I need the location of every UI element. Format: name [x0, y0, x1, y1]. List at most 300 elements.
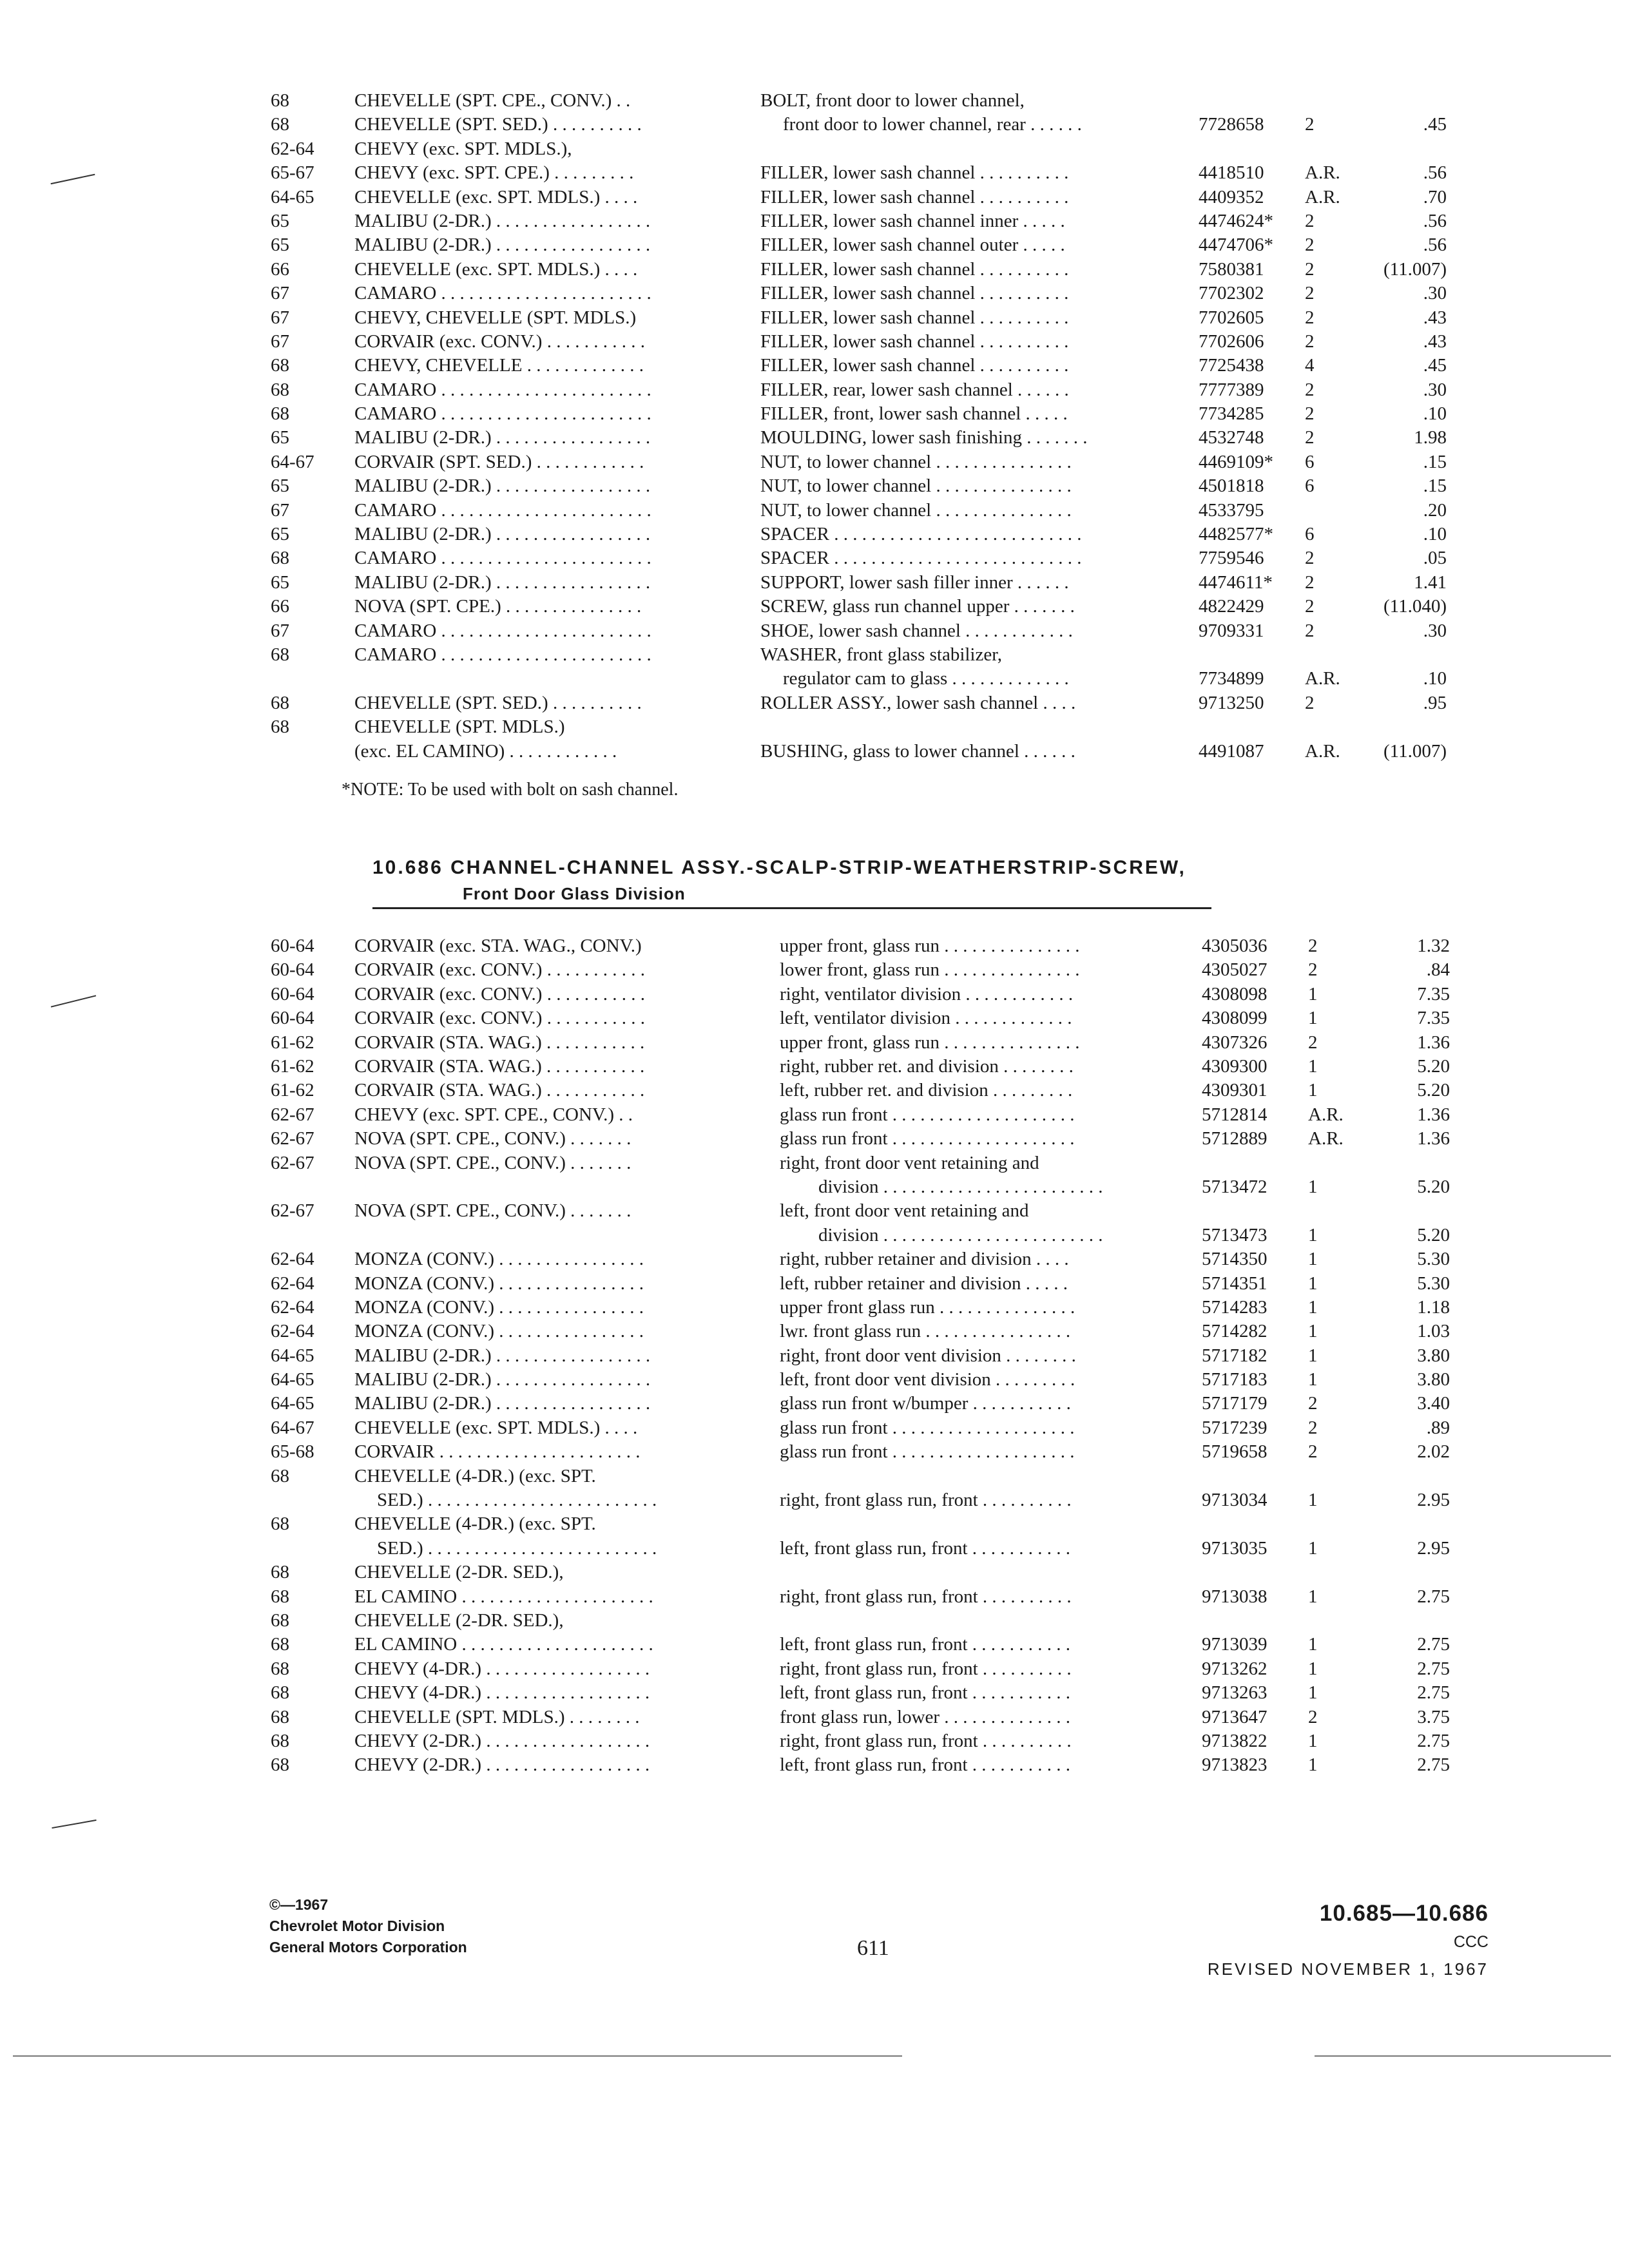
copyright: ©—1967: [269, 1896, 329, 1913]
vehicle-model: CHEVY (2-DR.) . . . . . . . . . . . . . . . . . .: [354, 1730, 650, 1751]
model-year: 67: [271, 307, 289, 328]
quantity: 6: [1305, 451, 1315, 472]
part-number: 5717182: [1202, 1345, 1268, 1366]
part-description: glass run front . . . . . . . . . . . . . . . . . . . .: [780, 1104, 1075, 1125]
model-year: 68: [271, 1658, 289, 1679]
price: 2.75: [1417, 1586, 1450, 1607]
model-year: 67: [271, 283, 289, 304]
quantity: 2: [1308, 1441, 1318, 1463]
price: 2.02: [1417, 1441, 1450, 1463]
price: .56: [1423, 162, 1447, 184]
part-number: 5714351: [1202, 1273, 1268, 1294]
quantity: 2: [1305, 331, 1315, 352]
vehicle-model: CHEVY (exc. SPT. MDLS.),: [354, 138, 572, 159]
section-info: [1179, 1901, 1489, 1979]
table-row: [271, 1199, 1456, 1247]
model-year: 68: [271, 1706, 289, 1727]
part-number: 4305036: [1202, 936, 1268, 956]
vehicle-model: CAMARO . . . . . . . . . . . . . . . . . . . . . . .: [354, 403, 651, 425]
part-description: NUT, to lower channel . . . . . . . . . . . . . . .: [760, 476, 1072, 497]
price: 3.80: [1417, 1369, 1450, 1390]
part-description: FILLER, lower sash channel . . . . . . . . . .: [760, 355, 1069, 376]
margin-mark: [51, 174, 95, 185]
part-description: left, rubber ret. and division . . . . . . . . .: [780, 1080, 1073, 1101]
quantity: 2: [1305, 114, 1315, 135]
vehicle-model: CHEVY, CHEVELLE . . . . . . . . . . . . .: [354, 355, 644, 376]
price: 2.75: [1417, 1658, 1450, 1679]
vehicle-model: CAMARO . . . . . . . . . . . . . . . . . . . . . . .: [354, 620, 651, 641]
part-number: 4309301: [1202, 1080, 1268, 1101]
model-year: 68: [271, 644, 289, 665]
quantity: 4: [1305, 355, 1315, 376]
part-number: 4501818: [1199, 476, 1264, 497]
footnote: *NOTE: To be used with bolt on sash channel.: [342, 780, 679, 800]
part-number: 5713473: [1202, 1224, 1268, 1245]
table-row: [271, 619, 1456, 643]
quantity: 2: [1305, 548, 1315, 569]
part-number: 4469109*: [1199, 451, 1273, 472]
model-year: 67: [271, 620, 289, 641]
part-number: 4409352: [1199, 186, 1264, 207]
model-year: 62-67: [271, 1104, 314, 1125]
model-year: 68: [271, 692, 289, 713]
price: 2.95: [1417, 1537, 1450, 1559]
price: .30: [1423, 379, 1447, 400]
price: (11.007): [1383, 740, 1447, 762]
part-description: front glass run, lower . . . . . . . . . . . . . .: [780, 1706, 1071, 1727]
vehicle-model: MALIBU (2-DR.) . . . . . . . . . . . . . . . . .: [354, 572, 651, 593]
vehicle-model: CORVAIR (exc. STA. WAG., CONV.): [354, 936, 642, 956]
table-row: [271, 1368, 1456, 1392]
vehicle-model: CAMARO . . . . . . . . . . . . . . . . . . . . . . .: [354, 548, 651, 569]
model-year: 68: [271, 716, 289, 738]
part-description: ROLLER ASSY., lower sash channel . . . .: [760, 692, 1076, 713]
table-row: [271, 1344, 1456, 1368]
vehicle-model: CORVAIR (exc. CONV.) . . . . . . . . . . .: [354, 1008, 645, 1029]
part-number: 9713262: [1202, 1658, 1268, 1679]
part-description: WASHER, front glass stabilizer,: [760, 644, 1002, 665]
table-row: [271, 1753, 1456, 1777]
quantity: 1: [1308, 1634, 1318, 1655]
model-year: 60-64: [271, 936, 314, 956]
vehicle-model: CHEVELLE (exc. SPT. MDLS.) . . . .: [354, 258, 638, 280]
price: 5.20: [1417, 1224, 1450, 1245]
part-description: SCREW, glass run channel upper . . . . . . .: [760, 596, 1075, 617]
model-year: 60-64: [271, 959, 314, 981]
model-year: 68: [271, 1754, 289, 1776]
quantity: 6: [1305, 524, 1315, 545]
part-description: left, front glass run, front . . . . . . . . . . .: [780, 1634, 1071, 1655]
vehicle-model: CAMARO . . . . . . . . . . . . . . . . . . . . . . .: [354, 644, 651, 665]
part-number: 9713039: [1202, 1634, 1268, 1655]
price: .84: [1426, 959, 1450, 981]
table-row: [271, 595, 1456, 619]
corporation-name: General Motors Corporation: [269, 1939, 467, 1956]
table-row: [271, 233, 1456, 257]
price: .56: [1423, 210, 1447, 231]
table-row: [271, 1272, 1456, 1296]
model-year: 68: [271, 90, 289, 111]
table-row: [271, 1440, 1456, 1464]
quantity: 1: [1308, 1249, 1318, 1270]
model-year: 61-62: [271, 1080, 314, 1101]
table-row: [271, 1079, 1456, 1102]
vehicle-model-cont: (exc. EL CAMINO) . . . . . . . . . . . .: [354, 740, 617, 762]
table-row: [271, 378, 1456, 402]
price: .20: [1423, 499, 1447, 521]
table-row: [271, 1609, 1456, 1633]
table-row: [271, 1296, 1456, 1320]
model-year: 62-67: [271, 1128, 314, 1149]
part-description: right, rubber ret. and division . . . . . . . .: [780, 1055, 1074, 1077]
part-number: 4307326: [1202, 1032, 1268, 1053]
part-description: glass run front . . . . . . . . . . . . . . . . . . . .: [780, 1417, 1075, 1438]
model-year: 68: [271, 1586, 289, 1607]
vehicle-model: MONZA (CONV.) . . . . . . . . . . . . . . . .: [354, 1321, 644, 1342]
price: .15: [1423, 451, 1447, 472]
quantity: A.R.: [1305, 668, 1340, 689]
vehicle-model: MALIBU (2-DR.) . . . . . . . . . . . . . . . . .: [354, 524, 651, 545]
part-number: 9713823: [1202, 1754, 1268, 1776]
table-row: [271, 209, 1456, 233]
part-number: 4533795: [1199, 499, 1264, 521]
quantity: 1: [1308, 1730, 1318, 1751]
model-year: 65: [271, 235, 289, 256]
price: .56: [1423, 235, 1447, 256]
table-row: [271, 1127, 1456, 1151]
price: 5.30: [1417, 1249, 1450, 1270]
price: .43: [1423, 331, 1447, 352]
vehicle-model: EL CAMINO . . . . . . . . . . . . . . . . . . . . .: [354, 1634, 653, 1655]
part-description: FILLER, lower sash channel outer . . . . .: [760, 235, 1065, 256]
vehicle-model: CORVAIR (SPT. SED.) . . . . . . . . . . . .: [354, 451, 644, 472]
vehicle-model: CORVAIR (STA. WAG.) . . . . . . . . . . .: [354, 1032, 645, 1053]
model-year: 60-64: [271, 983, 314, 1004]
table-row: [271, 89, 1456, 113]
table-row: [271, 715, 1456, 764]
price: 1.41: [1414, 572, 1447, 593]
table-row: [271, 523, 1456, 546]
part-description: glass run front . . . . . . . . . . . . . . . . . . . .: [780, 1441, 1075, 1463]
vehicle-model: CHEVELLE (2-DR. SED.),: [354, 1610, 564, 1631]
quantity: 6: [1305, 476, 1315, 497]
part-number: 5714283: [1202, 1296, 1268, 1318]
quantity: 1: [1308, 983, 1318, 1004]
part-description: FILLER, rear, lower sash channel . . . . . .: [760, 379, 1069, 400]
quantity: 1: [1308, 1682, 1318, 1704]
price: .70: [1423, 186, 1447, 207]
table-row: [271, 137, 1456, 161]
quantity: 2: [1308, 1032, 1318, 1053]
price: .10: [1423, 524, 1447, 545]
table-row: [271, 983, 1456, 1006]
price: 3.80: [1417, 1345, 1450, 1366]
table-row: [271, 1031, 1456, 1055]
vehicle-model: CAMARO . . . . . . . . . . . . . . . . . . . . . . .: [354, 499, 651, 521]
table-row: [271, 571, 1456, 595]
part-description: right, front door vent retaining and: [780, 1152, 1039, 1173]
price: .43: [1423, 307, 1447, 328]
part-description: right, front glass run, front . . . . . . . . . .: [780, 1730, 1072, 1751]
table-row: [271, 402, 1456, 426]
model-year: 62-64: [271, 1249, 314, 1270]
parts-list-section-1: [271, 89, 1456, 764]
table-row: [271, 1706, 1456, 1729]
quantity: A.R.: [1305, 186, 1340, 207]
model-year: 65: [271, 427, 289, 448]
vehicle-model: CHEVELLE (2-DR. SED.),: [354, 1562, 564, 1583]
table-row: [271, 161, 1456, 185]
heading-rule: [372, 907, 1211, 909]
part-description: SPACER . . . . . . . . . . . . . . . . . . . . . . . . . . .: [760, 548, 1082, 569]
part-number: 5717179: [1202, 1393, 1268, 1414]
part-number: 5717183: [1202, 1369, 1268, 1390]
model-year: 60-64: [271, 1008, 314, 1029]
quantity: 1: [1308, 1055, 1318, 1077]
table-row: [271, 113, 1456, 137]
price: 1.36: [1417, 1104, 1450, 1125]
part-number: 4532748: [1199, 427, 1264, 448]
quantity: 2: [1305, 572, 1315, 593]
model-year: 64-67: [271, 451, 314, 472]
vehicle-model: CHEVY (exc. SPT. CPE., CONV.) . .: [354, 1104, 633, 1125]
price: (11.040): [1383, 596, 1447, 617]
model-year: 62-64: [271, 1296, 314, 1318]
quantity: 2: [1308, 1393, 1318, 1414]
quantity: 2: [1305, 403, 1315, 425]
part-description: BOLT, front door to lower channel,: [760, 90, 1025, 111]
part-number: 4822429: [1199, 596, 1264, 617]
vehicle-model: MALIBU (2-DR.) . . . . . . . . . . . . . . . . .: [354, 210, 651, 231]
vehicle-model: CHEVELLE (SPT. MDLS.) . . . . . . . .: [354, 1706, 640, 1727]
table-row: [271, 546, 1456, 570]
model-year: 68: [271, 355, 289, 376]
parts-list-section-2: [271, 934, 1456, 1778]
part-description: upper front, glass run . . . . . . . . . . . . . . .: [780, 936, 1080, 956]
part-number: 7734899: [1199, 668, 1264, 689]
model-year: 64-65: [271, 1345, 314, 1366]
price: 5.30: [1417, 1273, 1450, 1294]
vehicle-model: CORVAIR (STA. WAG.) . . . . . . . . . . .: [354, 1080, 645, 1101]
vehicle-model-cont: SED.) . . . . . . . . . . . . . . . . . . . . . . . . .: [377, 1537, 657, 1559]
table-row: [271, 1512, 1456, 1561]
part-description: front door to lower channel, rear . . . . . .: [783, 114, 1082, 135]
quantity: A.R.: [1308, 1128, 1344, 1149]
part-description: right, ventilator division . . . . . . . . . . . .: [780, 983, 1074, 1004]
table-row: [271, 330, 1456, 354]
publisher-block: [269, 1894, 467, 1958]
quantity: 2: [1305, 283, 1315, 304]
part-description: upper front, glass run . . . . . . . . . . . . . . .: [780, 1032, 1080, 1053]
quantity: 1: [1308, 1008, 1318, 1029]
price: 7.35: [1417, 1008, 1450, 1029]
part-description: NUT, to lower channel . . . . . . . . . . . . . . .: [760, 451, 1072, 472]
part-number: 4474624*: [1199, 210, 1273, 231]
quantity: 1: [1308, 1490, 1318, 1511]
part-description: left, front glass run, front . . . . . . . . . . .: [780, 1754, 1071, 1776]
table-row: [271, 643, 1456, 691]
vehicle-model: CHEVELLE (exc. SPT. MDLS.) . . . .: [354, 186, 638, 207]
table-row: [271, 354, 1456, 378]
table-row: [271, 1103, 1456, 1127]
part-number: 7759546: [1199, 548, 1264, 569]
model-year: 61-62: [271, 1055, 314, 1077]
vehicle-model: MALIBU (2-DR.) . . . . . . . . . . . . . . . . .: [354, 427, 651, 448]
quantity: 2: [1305, 258, 1315, 280]
price: 1.36: [1417, 1128, 1450, 1149]
quantity: 2: [1305, 307, 1315, 328]
part-number: 9713034: [1202, 1490, 1268, 1511]
part-number: 7702606: [1199, 331, 1264, 352]
part-description-cont: regulator cam to glass . . . . . . . . . . . . .: [783, 668, 1069, 689]
part-number: 5712814: [1202, 1104, 1268, 1125]
price: 2.75: [1417, 1682, 1450, 1704]
quantity: 2: [1305, 427, 1315, 448]
quantity: 1: [1308, 1586, 1318, 1607]
division-name: Chevrolet Motor Division: [269, 1917, 445, 1934]
part-description: right, front door vent division . . . . . . . .: [780, 1345, 1076, 1366]
price: .05: [1423, 548, 1447, 569]
model-year: 64-65: [271, 186, 314, 207]
quantity: 1: [1308, 1296, 1318, 1318]
part-description: FILLER, lower sash channel . . . . . . . . . .: [760, 162, 1069, 184]
part-number: 9713647: [1202, 1706, 1268, 1727]
part-description: left, ventilator division . . . . . . . . . . . . .: [780, 1008, 1072, 1029]
quantity: 1: [1308, 1321, 1318, 1342]
model-year: 62-67: [271, 1152, 314, 1173]
table-row: [271, 1465, 1456, 1513]
part-number: 5714350: [1202, 1249, 1268, 1270]
quantity: 1: [1308, 1345, 1318, 1366]
price: 5.20: [1417, 1080, 1450, 1101]
table-row: [271, 1633, 1456, 1657]
model-year: 68: [271, 1562, 289, 1583]
price: .15: [1423, 476, 1447, 497]
vehicle-model: MALIBU (2-DR.) . . . . . . . . . . . . . . . . .: [354, 1369, 651, 1390]
model-year: 64-65: [271, 1393, 314, 1414]
model-year: 65: [271, 476, 289, 497]
quantity: 1: [1308, 1754, 1318, 1776]
table-row: [271, 1681, 1456, 1705]
vehicle-model: MALIBU (2-DR.) . . . . . . . . . . . . . . . . .: [354, 235, 651, 256]
price: 3.75: [1417, 1706, 1450, 1727]
table-row: [271, 1320, 1456, 1343]
model-year: 65-67: [271, 162, 314, 184]
vehicle-model: CHEVY (4-DR.) . . . . . . . . . . . . . . . . . .: [354, 1658, 650, 1679]
price: .45: [1423, 114, 1447, 135]
part-description: FILLER, lower sash channel . . . . . . . . . .: [760, 307, 1069, 328]
part-number: 9713038: [1202, 1586, 1268, 1607]
part-description: left, front door vent retaining and: [780, 1200, 1029, 1222]
part-number: 7580381: [1199, 258, 1264, 280]
part-number: 4418510: [1199, 162, 1264, 184]
vehicle-model-cont: SED.) . . . . . . . . . . . . . . . . . . . . . . . . .: [377, 1490, 657, 1511]
table-row: [271, 1006, 1456, 1030]
section-range: 10.685—10.686: [1319, 1901, 1489, 1926]
table-row: [271, 1055, 1456, 1079]
table-row: [271, 306, 1456, 330]
price: 1.18: [1417, 1296, 1450, 1318]
part-description: FILLER, front, lower sash channel . . . . .: [760, 403, 1068, 425]
vehicle-model: CHEVY (exc. SPT. CPE.) . . . . . . . . .: [354, 162, 634, 184]
vehicle-model: CHEVELLE (4-DR.) (exc. SPT.: [354, 1465, 596, 1486]
part-description: glass run front w/bumper . . . . . . . . . . .: [780, 1393, 1071, 1414]
vehicle-model: CHEVY, CHEVELLE (SPT. MDLS.): [354, 307, 637, 328]
quantity: 1: [1308, 1080, 1318, 1101]
quantity: 2: [1305, 210, 1315, 231]
model-year: 68: [271, 114, 289, 135]
vehicle-model: CORVAIR . . . . . . . . . . . . . . . . . . . . . .: [354, 1441, 641, 1463]
table-row: [271, 474, 1456, 498]
part-description: FILLER, lower sash channel . . . . . . . . . .: [760, 283, 1069, 304]
price: .89: [1426, 1417, 1450, 1438]
part-description: lower front, glass run . . . . . . . . . . . . . . .: [780, 959, 1080, 981]
part-description-cont: BUSHING, glass to lower channel . . . . . .: [760, 740, 1075, 762]
vehicle-model: CHEVY (4-DR.) . . . . . . . . . . . . . . . . . .: [354, 1682, 650, 1704]
quantity: 2: [1308, 959, 1318, 981]
quantity: 2: [1305, 235, 1315, 256]
page-number: 611: [857, 1936, 889, 1960]
vehicle-model: MALIBU (2-DR.) . . . . . . . . . . . . . . . . .: [354, 1345, 651, 1366]
vehicle-model: CHEVELLE (4-DR.) (exc. SPT.: [354, 1514, 596, 1535]
price: .30: [1423, 620, 1447, 641]
table-row: [271, 958, 1456, 982]
vehicle-model: MONZA (CONV.) . . . . . . . . . . . . . . . .: [354, 1296, 644, 1318]
part-description: right, front glass run, front . . . . . . . . . .: [780, 1658, 1072, 1679]
vehicle-model: CHEVELLE (SPT. CPE., CONV.) . .: [354, 90, 631, 111]
price: 1.32: [1417, 936, 1450, 956]
part-number: 5713472: [1202, 1176, 1268, 1197]
part-description-cont: left, front glass run, front . . . . . . . . . . .: [780, 1537, 1071, 1559]
price: 5.20: [1417, 1055, 1450, 1077]
section-code: CCC: [1453, 1933, 1489, 1951]
model-year: 68: [271, 1610, 289, 1631]
model-year: 68: [271, 403, 289, 425]
table-row: [271, 1561, 1456, 1584]
part-description: glass run front . . . . . . . . . . . . . . . . . . . .: [780, 1128, 1075, 1149]
part-number: 7702302: [1199, 283, 1264, 304]
vehicle-model: MONZA (CONV.) . . . . . . . . . . . . . . . .: [354, 1273, 644, 1294]
model-year: 65: [271, 210, 289, 231]
model-year: 62-64: [271, 1273, 314, 1294]
price: 2.75: [1417, 1730, 1450, 1751]
part-description: SUPPORT, lower sash filler inner . . . . . .: [760, 572, 1069, 593]
model-year: 64-67: [271, 1417, 314, 1438]
bottom-rule-left: [13, 2055, 902, 2057]
part-number: 5719658: [1202, 1441, 1268, 1463]
part-description: FILLER, lower sash channel . . . . . . . . . .: [760, 258, 1069, 280]
price: .30: [1423, 283, 1447, 304]
model-year: 65: [271, 572, 289, 593]
price: 1.03: [1417, 1321, 1450, 1342]
price: (11.007): [1383, 258, 1447, 280]
part-description-cont: division . . . . . . . . . . . . . . . . . . . . . . . .: [818, 1176, 1103, 1197]
vehicle-model: CHEVELLE (SPT. SED.) . . . . . . . . . .: [354, 114, 642, 135]
vehicle-model: NOVA (SPT. CPE.) . . . . . . . . . . . . . . .: [354, 596, 642, 617]
table-row: [271, 499, 1456, 523]
quantity: 1: [1308, 1537, 1318, 1559]
price: 7.35: [1417, 983, 1450, 1004]
model-year: 65-68: [271, 1441, 314, 1463]
part-number: 5717239: [1202, 1417, 1268, 1438]
model-year: 65: [271, 524, 289, 545]
vehicle-model: CHEVY (2-DR.) . . . . . . . . . . . . . . . . . .: [354, 1754, 650, 1776]
vehicle-model: CORVAIR (exc. CONV.) . . . . . . . . . . .: [354, 331, 645, 352]
model-year: 68: [271, 1634, 289, 1655]
section-subheading: Front Door Glass Division: [463, 884, 686, 903]
vehicle-model: MONZA (CONV.) . . . . . . . . . . . . . . . .: [354, 1249, 644, 1270]
quantity: A.R.: [1305, 740, 1340, 762]
